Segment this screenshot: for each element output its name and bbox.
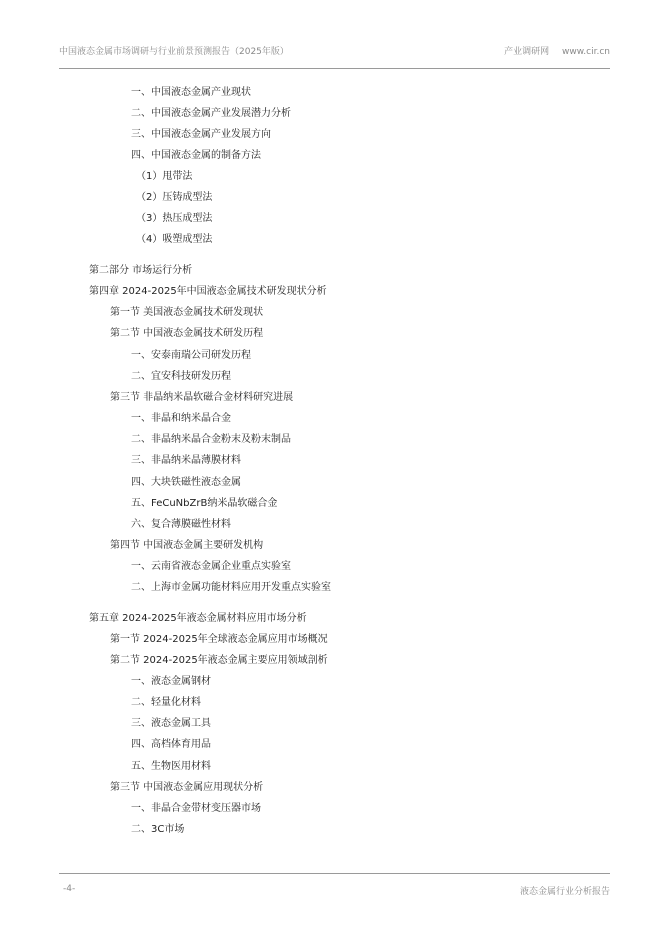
toc-entry: 第一节 2024-2025年全球液态金属应用市场概况 [110,634,328,645]
toc-entry: （3）热压成型法 [136,213,213,224]
toc-entry: 三、液态金属工具 [131,718,211,729]
toc-entry: 第一节 美国液态金属技术研发现状 [110,307,264,318]
toc-entry: 第二节 2024-2025年液态金属主要应用领域剖析 [110,655,328,666]
header-report-title: 中国液态金属市场调研与行业前景预测报告（2025年版） [59,47,289,57]
toc-entry: 四、中国液态金属的制备方法 [131,150,261,161]
toc-entry: 五、生物医用材料 [131,761,211,772]
toc-entry: 第二部分 市场运行分析 [89,265,193,276]
toc-entry: 二、中国液态金属产业发展潜力分析 [131,108,291,119]
toc-entry: 一、中国液态金属产业现状 [131,87,251,98]
toc-entry: 一、云南省液态金属企业重点实验室 [131,561,291,572]
toc-entry: （2）压铸成型法 [136,192,213,203]
toc-entry: 第二节 中国液态金属技术研发历程 [110,328,264,339]
toc-entry: 六、复合薄膜磁性材料 [131,519,231,530]
toc-entry: 三、中国液态金属产业发展方向 [131,129,271,140]
toc-entry: 三、非晶纳米晶薄膜材料 [131,455,241,466]
toc-entry: 二、上海市金属功能材料应用开发重点实验室 [131,582,331,593]
toc-entry: 二、3C市场 [131,824,185,835]
toc-entry: 第三节 中国液态金属应用现状分析 [110,782,264,793]
toc-entry: 第四节 中国液态金属主要研发机构 [110,540,264,551]
toc-entry: 一、非晶合金带材变压器市场 [131,803,261,814]
toc-entry: 一、液态金属钢材 [131,676,211,687]
toc-entry: （4）吸塑成型法 [136,234,213,245]
footer-report-name: 液态金属行业分析报告 [519,887,610,897]
toc-entry: 第三节 非晶纳米晶软磁合金材料研究进展 [110,392,294,403]
page-footer [59,873,610,897]
header-site-url[interactable]: www.cir.cn [562,47,610,57]
toc-entry: 五、FeCuNbZrB纳米晶软磁合金 [131,498,278,509]
toc-entry: （1）甩带法 [136,171,193,182]
toc-entry: 一、非晶和纳米晶合金 [131,413,231,424]
toc-entry: 二、宜安科技研发历程 [131,371,231,382]
toc-entry: 四、高档体育用品 [131,739,211,750]
toc-entry: 二、非晶纳米晶合金粉末及粉末制品 [131,434,291,445]
toc-entry: 第五章 2024-2025年液态金属材料应用市场分析 [89,613,307,624]
toc-entry: 第四章 2024-2025年中国液态金属技术研发现状分析 [89,286,327,297]
page-number: -4- [63,884,76,894]
toc-entry: 四、大块铁磁性液态金属 [131,477,241,488]
toc-entry: 一、安泰南瑞公司研发历程 [131,350,251,361]
toc-entry: 二、轻量化材料 [131,697,201,708]
header-site-name: 产业调研网 [504,47,550,57]
